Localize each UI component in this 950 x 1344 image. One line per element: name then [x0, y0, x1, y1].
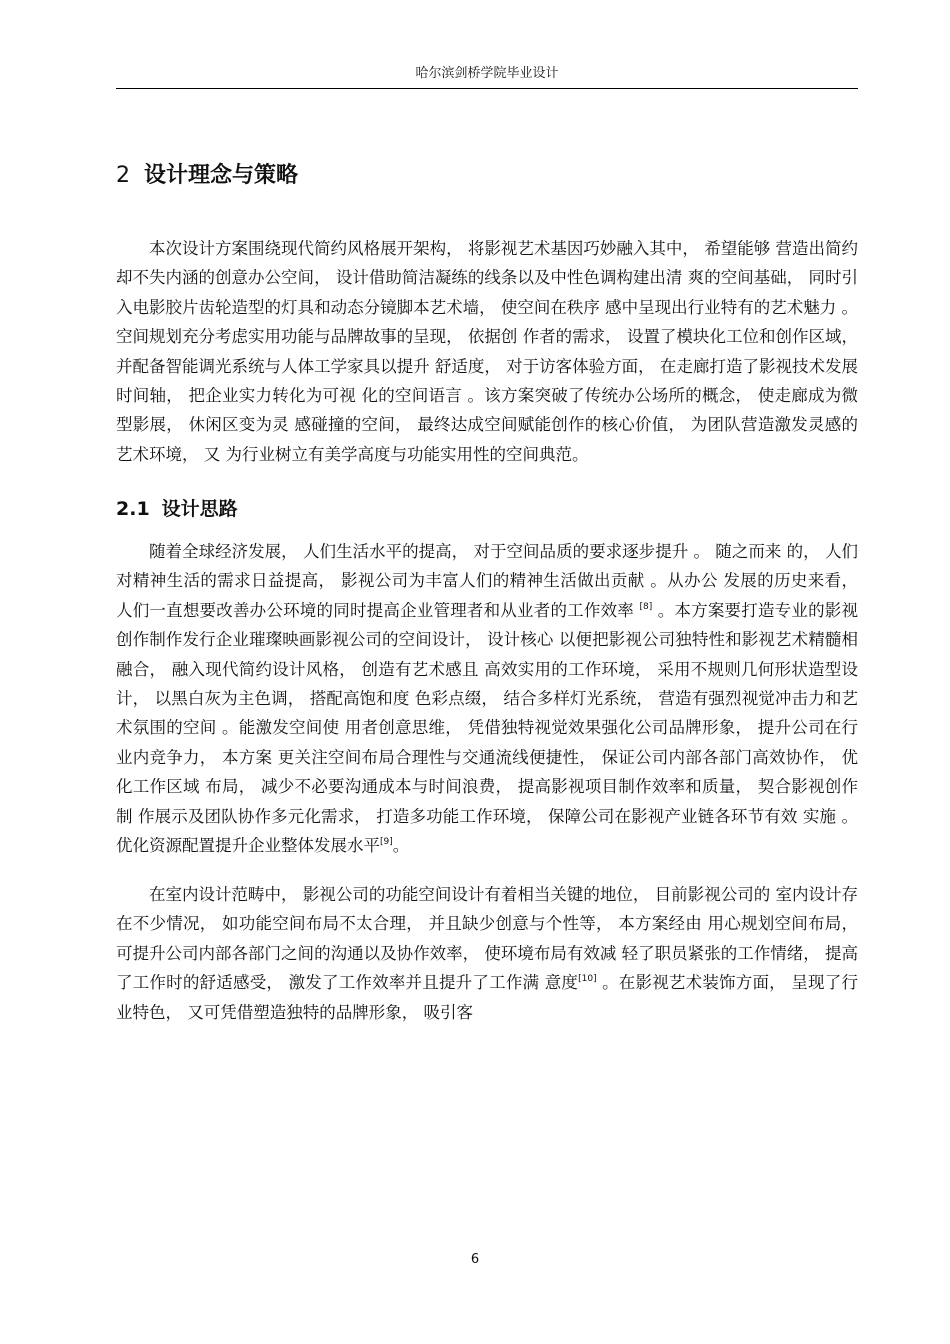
section-heading — [116, 494, 238, 524]
paragraph-text: 随着全球经济发展， 人们生活水平的提高， 对于空间品质的要求逐步提升 。 随之而来 的， 人们对精神生活的需求日益提高， 影视公司为丰富人们的精神生活做出贡献 。从办公 发展的历史来看， 人们一直想要改善办公环境的同时提高企业管理者和从业者的工作效率 — [116, 542, 858, 620]
paragraph-interior-design — [116, 880, 858, 1027]
paragraph-intro: 本次设计方案围绕现代简约风格展开架构， 将影视艺术基因巧妙融入其中， 希望能够 营造出简约却不失内涵的创意办公空间， 设计借助简洁凝练的线条以及中性色调构建出清 爽的空间基础， 同时引入电影胶片齿轮造型的灯具和动态分镜脚本艺术墙， 使空间在秩序 感中呈现出行业特有的艺术魅力 。空间规划充分考虑实用功能与品牌故事的呈现， 依据创 作者的需求， 设置了模块化工位和创作区域， 并配备智能调光系统与人体工学家具以提升 舒适度， 对于访客体验方面， 在走廊打造了影视技术发展时间轴， 把企业实力转化为可视 化的空间语言 。该方案突破了传统办公场所的概念， 使走廊成为微型影展， 休闲区变为灵 感碰撞的空间， 最终达成空间赋能创作的核心价值， 为团队营造激发灵感的艺术环境， 又 为行业树立有美学高度与功能实用性的空间典范。 — [116, 239, 858, 464]
section-title: 设计思路 — [161, 498, 238, 520]
paragraph-text: 。在影视艺术装饰方面， 呈现了行业特色， 又可凭借塑造独特的品牌形象， 吸引客 — [116, 973, 858, 1022]
citation-8: [8] — [639, 601, 653, 612]
paragraph-design-thinking — [116, 537, 858, 860]
citation-10: [10] — [578, 974, 597, 985]
chapter-title: 设计理念与策略 — [144, 163, 299, 188]
header-title: 哈尔滨剑桥学院毕业设计 — [415, 66, 559, 81]
paragraph-text: 。本方案要打造专业的影视创作制作发行企业璀璨映画影视公司的空间设计， 设计核心 以便把影视公司独特性和影视艺术精髓相融合， 融入现代简约设计风格， 创造有艺术感且 高效实用的工作环境， 采用不规则几何形状造型设计， 以黑白灰为主色调， 搭配高饱和度 色彩点缀， 结合多样灯光系统， 营造有强烈视觉冲击力和艺术氛围的空间 。能激发空间使 用者创意思维， 凭借独特视觉效果强化公司品牌形象， 提升公司在行业内竞争力， 本方案 更关注空间布局合理性与交通流线便捷性， 保证公司内部各部门高效协作， 优化工作区域 布局， 减少不必要沟通成本与时间浪费， 提高影视项目制作效率和质量， 契合影视创作制 作展示及团队协作多元化需求， 打造多功能工作环境， 保障公司在影视产业链各环节有效 实施 。优化资源配置提升企业整体发展水平 — [116, 600, 859, 856]
page-number: 6 — [470, 1252, 480, 1267]
citation-9: [9] — [380, 837, 393, 848]
page-footer — [0, 1252, 950, 1267]
paragraph-text: 在室内设计范畴中， 影视公司的功能空间设计有着相当关键的地位， 目前影视公司的 室内设计存在不少情况， 如功能空间布局不太合理， 并且缺少创意与个性等， 本方案经由 用心规划空间布局， 可提升公司内部各部门之间的沟通以及协作效率， 使环境布局有效减 轻了职员紧张的工作情绪， 提高了工作时的舒适感受， 激发了工作效率并且提升了工作满 意度 — [116, 885, 858, 993]
section-number: 2.1 — [116, 498, 150, 520]
page-header — [116, 66, 858, 89]
paragraph-text: 。 — [392, 836, 410, 856]
chapter-number: 2 — [116, 163, 130, 188]
chapter-heading — [116, 160, 298, 192]
